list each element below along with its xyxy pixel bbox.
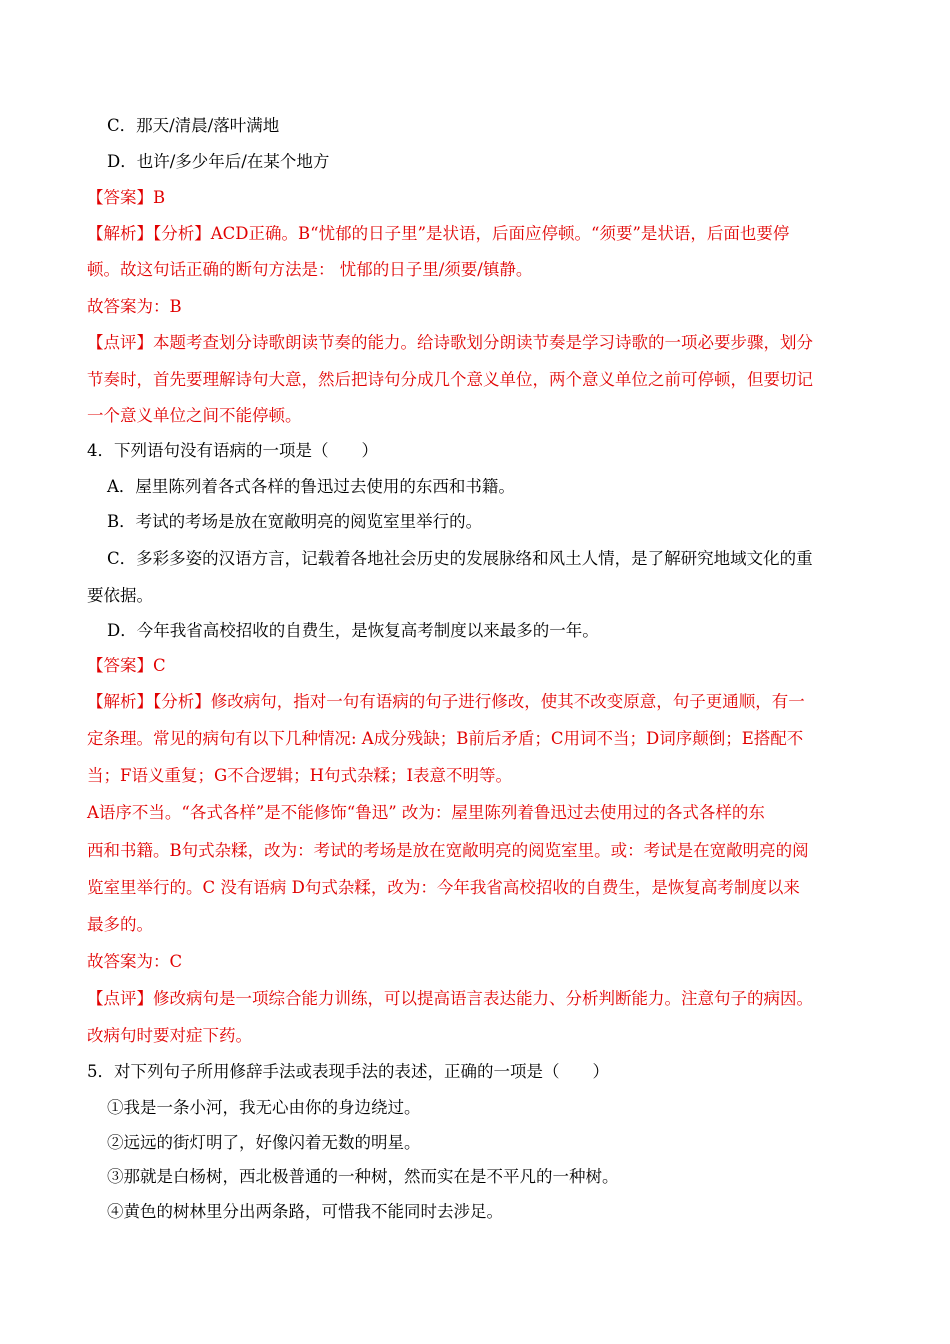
option-d: D．也许/多少年后/在某个地方 [107,152,330,171]
option-c-continued: 要依据。 [87,586,153,605]
conclusion-text: 故答案为：C [87,952,183,971]
comment-text: 一个意义单位之间不能停顿。 [87,406,302,425]
analysis-detail: 览室里举行的。C 没有语病 D句式杂糅，改为：今年我省高校招收的自费生，是恢复高考制度以来 [87,878,800,897]
analysis-text: 【解析】【分析】修改病句，指对一句有语病的句子进行修改，使其不改变原意，句子更通顺，有一 [87,692,805,711]
option-c: C．那天/清晨/落叶满地 [107,116,280,135]
question-5: 5．对下列句子所用修辞手法或表现手法的表述，正确的一项是（ ） [87,1062,609,1081]
comment-text: 节奏时，首先要理解诗句大意，然后把诗句分成几个意义单位，两个意义单位之前可停顿，但要切记 [87,370,813,389]
analysis-text: 当；F语义重复；G不合逻辑；H句式杂糅；I表意不明等。 [87,766,513,785]
comment-text: 【点评】修改病句是一项综合能力训练，可以提高语言表达能力、分析判断能力。注意句子的病因。 [87,989,813,1008]
analysis-detail: 最多的。 [87,915,153,934]
answer-label: 【答案】B [87,188,166,207]
option-a: A．屋里陈列着各式各样的鲁迅过去使用的东西和书籍。 [107,477,515,496]
sentence-1: ①我是一条小河，我无心由你的身边绕过。 [107,1098,421,1117]
analysis-text: 【解析】【分析】ACD正确。B“忧郁的日子里”是状语，后面应停顿。“须要”是状语，后面也要停 [87,224,790,243]
option-b: B．考试的考场是放在宽敞明亮的阅览室里举行的。 [107,512,483,531]
answer-label: 【答案】C [87,656,166,675]
sentence-2: ②远远的街灯明了，好像闪着无数的明星。 [107,1133,421,1152]
sentence-4: ④黄色的树林里分出两条路，可惜我不能同时去涉足。 [107,1202,503,1221]
analysis-detail: A语序不当。“各式各样”是不能修饰“鲁迅” 改为：屋里陈列着鲁迅过去使用过的各式各样的东 [87,803,765,822]
analysis-detail: 西和书籍。B句式杂糅，改为：考试的考场是放在宽敞明亮的阅览室里。或：考试是在宽敞明亮的阅 [87,841,809,860]
comment-text: 【点评】本题考查划分诗歌朗读节奏的能力。给诗歌划分朗读节奏是学习诗歌的一项必要步骤，划分 [87,333,813,352]
option-d: D．今年我省高校招收的自费生，是恢复高考制度以来最多的一年。 [107,621,599,640]
option-c: C．多彩多姿的汉语方言，记载着各地社会历史的发展脉络和风土人情，是了解研究地域文化的重 [107,549,813,568]
question-4: 4．下列语句没有语病的一项是（ ） [87,441,378,460]
analysis-text: 定条理。常见的病句有以下几种情况: A成分残缺；B前后矛盾；C用词不当；D词序颠倒；E搭配不 [87,729,804,748]
conclusion-text: 故答案为：B [87,297,182,316]
sentence-3: ③那就是白杨树，西北极普通的一种树，然而实在是不平凡的一种树。 [107,1167,619,1186]
comment-text: 改病句时要对症下药。 [87,1026,252,1045]
analysis-text: 顿。故这句话正确的断句方法是： 忧郁的日子里/须要/镇静。 [87,260,533,279]
